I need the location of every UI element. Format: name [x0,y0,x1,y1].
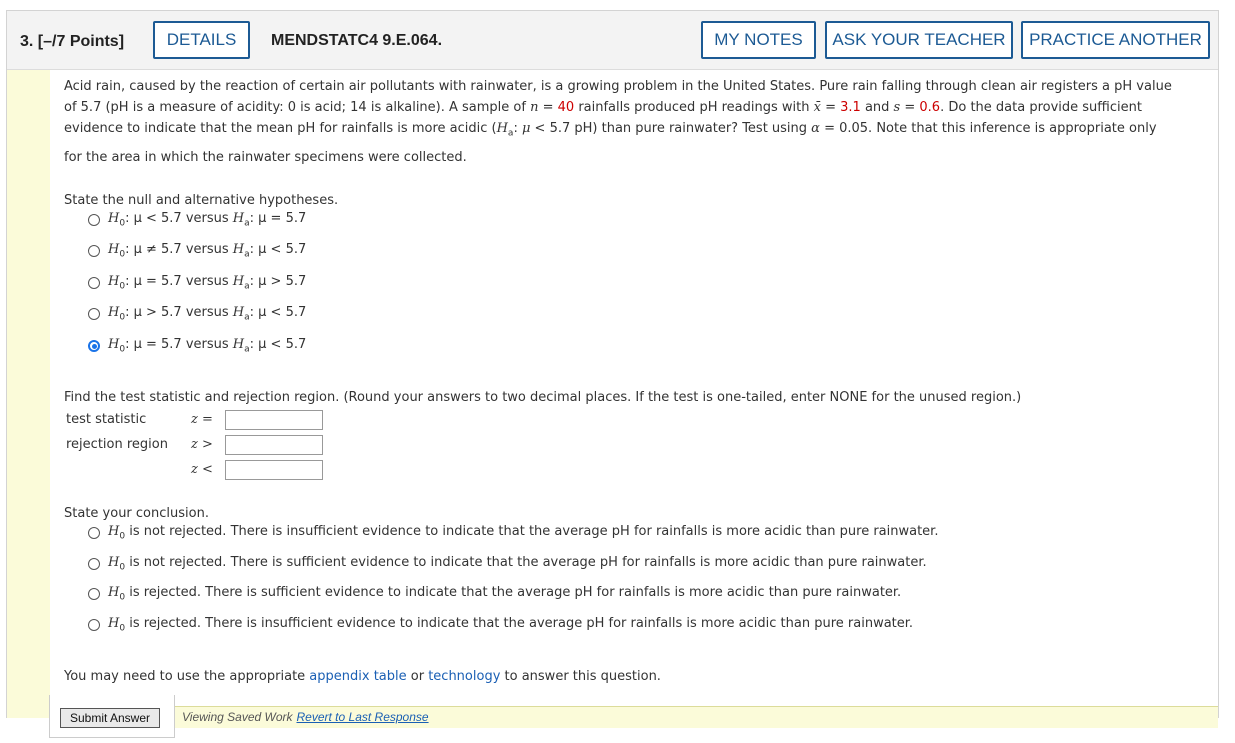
hypothesis-text: $H_0$: μ = 5.7 versus $H_a$: μ < 5.7 [108,337,307,355]
radio-icon[interactable] [88,308,100,320]
details-button[interactable]: DETAILS [153,21,250,59]
hypothesis-option[interactable] [88,336,306,356]
s-value: 0.6 [919,100,941,115]
saved-work-label: Viewing Saved Work [182,710,293,724]
saved-work-bar [174,706,1218,728]
problem-line-4: for the area in which the rainwater specimens were collected. [64,149,467,165]
conclusion-option[interactable] [88,615,913,635]
rejection-lower-input[interactable] [225,460,323,480]
conclusion-text: $H_0$ is rejected. There is insufficient evidence to indicate that the average pH for rainfalls is more acidic than pure rainwater. [108,616,914,634]
practice-another-button[interactable]: PRACTICE ANOTHER [1021,21,1210,59]
test-prompt: Find the test statistic and rejection region. (Round your answers to two decimal places. If the test is one-tailed, enter NONE for the unused region.) [64,390,1022,405]
rejection-region-label: rejection region [66,437,168,452]
problem-line-1: Acid rain, caused by the reaction of certain air pollutants with rainwater, is a growing problem in the United States. Pure rain falling through clean air registers a pH value [64,79,1172,94]
question-panel [6,10,1219,724]
radio-icon[interactable] [88,619,100,631]
question-number: 3. [20,33,34,50]
hypothesis-text: $H_0$: μ = 5.7 versus $H_a$: μ > 5.7 [108,274,307,292]
radio-icon[interactable] [88,245,100,257]
conclusion-text: $H_0$ is rejected. There is sufficient evidence to indicate that the average pH for rainfalls is more acidic than pure rainwater. [108,585,902,603]
technology-link[interactable]: technology [428,669,501,684]
question-body [50,70,1218,724]
conclusion-option[interactable] [88,554,927,574]
xbar-value: 3.1 [840,100,861,115]
hypothesis-text: $H_0$: μ < 5.7 versus $H_a$: μ = 5.7 [108,211,307,229]
conclusion-text: $H_0$ is not rejected. There is insufficient evidence to indicate that the average pH for rainfalls is more acidic than pure rainwater. [108,524,939,542]
hypothesis-text: $H_0$: μ > 5.7 versus $H_a$: μ < 5.7 [108,305,307,323]
conclusion-text: $H_0$ is not rejected. There is sufficient evidence to indicate that the average pH for rainfalls is more acidic than pure rainwater. [108,555,927,573]
z-greater-label: z > [191,437,213,452]
z-equals-label: z = [191,412,213,427]
appendix-table-link[interactable]: appendix table [309,669,407,684]
radio-icon[interactable] [88,588,100,600]
problem-line-2: of 5.7 (pH is a measure of acidity: 0 is acid; 14 is alkaline). A sample of n = 40 rainfalls produced pH readings with x̄ = 3.1 and s = 0.6. Do the data provide sufficient [64,100,1142,115]
footer-note: You may need to use the appropriate appendix table or technology to answer this question. [64,669,661,684]
left-margin-strip [7,70,50,718]
points-label: [–/7 Points] [37,33,125,50]
question-number-and-points [20,33,124,51]
radio-icon[interactable] [88,214,100,226]
revert-link[interactable]: Revert to Last Response [296,710,429,724]
conclusion-option[interactable] [88,584,901,604]
hypothesis-option[interactable] [88,210,306,230]
ask-teacher-button[interactable]: ASK YOUR TEACHER [825,21,1013,59]
hypotheses-prompt: State the null and alternative hypotheses. [64,193,339,208]
radio-selected-icon[interactable] [88,340,100,352]
test-statistic-label: test statistic [66,412,147,427]
radio-icon[interactable] [88,527,100,539]
radio-icon[interactable] [88,277,100,289]
question-header [7,11,1218,70]
radio-icon[interactable] [88,558,100,570]
hypothesis-option[interactable] [88,273,306,293]
hypothesis-option[interactable] [88,304,306,324]
conclusion-prompt: State your conclusion. [64,506,209,521]
rejection-upper-input[interactable] [225,435,323,455]
hypothesis-option[interactable] [88,241,306,261]
z-less-label: z < [191,462,213,477]
problem-text [64,76,1214,168]
problem-line-3: evidence to indicate that the mean pH for rainfalls is more acidic ($H_a$: μ < 5.7 pH) than pure rainwater? Test using α = 0.05. Note that this inference is appropriate only [64,121,1157,139]
problem-code: MENDSTATC4 9.E.064. [271,32,443,49]
test-statistic-input[interactable] [225,410,323,430]
hypothesis-text: $H_0$: μ ≠ 5.7 versus $H_a$: μ < 5.7 [108,242,307,260]
my-notes-button[interactable]: MY NOTES [701,21,816,59]
conclusion-option[interactable] [88,523,938,543]
n-value: 40 [557,100,575,115]
submit-answer-button[interactable]: Submit Answer [60,708,160,728]
